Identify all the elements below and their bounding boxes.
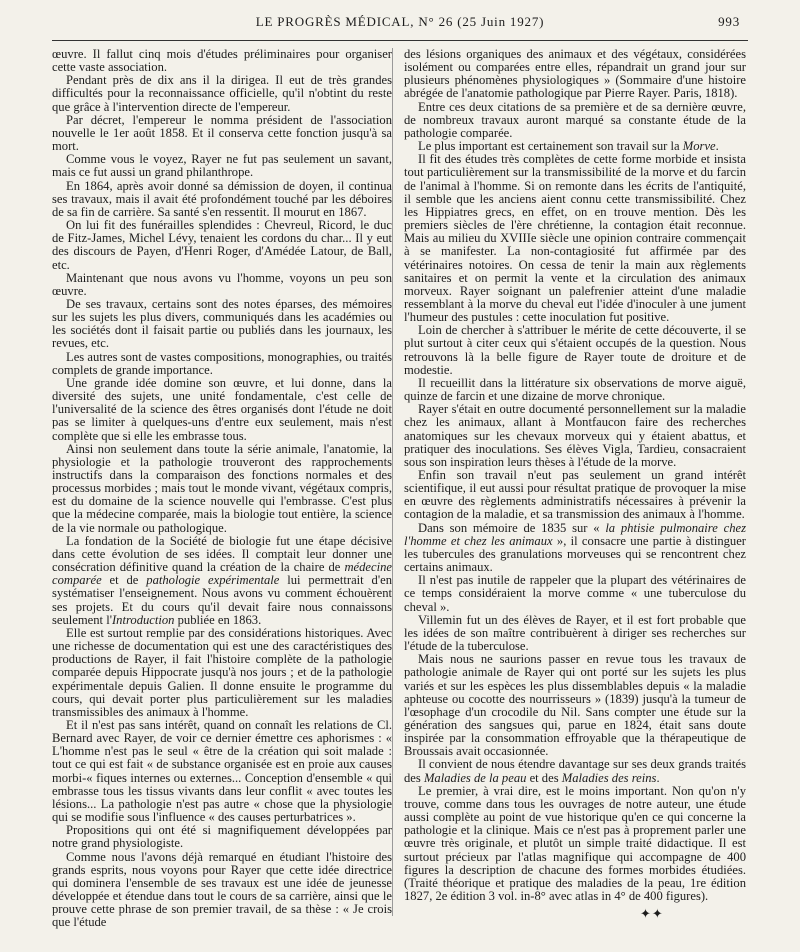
text-run: La fondation de la Société de biologie fut une étape décisive dans cette évolution de ses idées. Il comptait leur donner une consécration définitive quand la création de la chaire de: [52, 533, 392, 575]
text-run: lui permettrait d'en systématiser l'enseignement. Nous avons vu comment échouèrent ses projets. Et du cours qu'il devait faire nous connaissons seulement l': [52, 573, 392, 627]
paragraph: Maintenant que nous avons vu l'homme, voyons un peu son œuvre.: [52, 270, 392, 298]
paragraph: Par décret, l'empereur le nomma président de l'association nouvelle le 1er août 1858. Et il conserva cette fonction jusqu'à sa mort.: [52, 112, 392, 154]
paragraph: Une grande idée domine son œuvre, et lui donne, dans la diversité des sujets, une unité fondamentale, c'est celle de l'universalité de la science des êtres organisés dont l'étude ne doit pas se limiter à quelques-uns d'entre eux seulement, mais n'est complète que si elle les embrasse tous.: [52, 375, 392, 443]
text-run: Le plus important est certainement son travail sur la: [418, 139, 683, 154]
text-run: et des: [526, 770, 562, 785]
journal-title: LE PROGRÈS MÉDICAL, N° 26 (25 Juin 1927): [255, 14, 545, 29]
paragraph: des lésions organiques des animaux et des végétaux, considérées isolément ou comparées entre elles, répandrait un grand jour sur plusieurs phénomènes physiologiques » (Sommaire d'une histoire abrégée de l'anatomie pathologique par Pierre Rayer. Paris, 1818).: [404, 47, 746, 101]
right-column: [404, 48, 746, 903]
paragraph: Loin de chercher à s'attribuer le mérite de cette découverte, il se plut surtout à citer ceux qui s'étaient occupés de la question. Nous retrouvons là la belle figure de Rayer toute de droiture et de modestie.: [404, 323, 746, 377]
paragraph: Il fit des études très complètes de cette forme morbide et insista tout particulièrement sur la transmissibilité de la morve et du farcin de l'animal à l'homme. Si on remonte dans les écrits de l'antiquité, il semble que les anciens aient connu cette transmissibilité. Chez les Hippiatres grecs, en effet, on en trouve mention. Dès les premiers siècles de l'ère chrétienne, la contagion était reconnue. Mais au milieu du XVIIIe siècle une opinion contraire commençait à se manifester. La non-contagiosité fut affirmée par des vétérinaires notoires. On cessa de tenir la main aux règlements sanitaires et on permit la vente et la circulation des animaux morveux. Rayer soignant un palefrenier atteint d'une maladie ressemblant à la morve du cheval eut l'idée d'inoculer à une jument l'humeur des pustules : cette inoculation fut positive.: [404, 152, 746, 325]
paragraph: Comme nous l'avons déjà remarqué en étudiant l'histoire des grands esprits, nous voyons pour Rayer que cette idée directrice qui dominera l'ensemble de ses travaux est une idée de jeunesse développée et étendue dans tout le cours de sa carrière, ainsi que le prouve cette phrase de son premier travail, de sa thèse : « Je crois que l'étude: [52, 849, 392, 930]
paragraph: Propositions qui ont été si magnifiquement développées par notre grand physiologiste.: [52, 823, 392, 851]
paragraph: Mais nous ne saurions passer en revue tous les travaux de pathologie animale de Rayer qui ont porté sur les sujets les plus variés et sur les espèces les plus dissemblables depuis « la maladie aphteuse ou cocotte des nourrisseurs » (1839) jusqu'à la tumeur de l'œsophage d'un crocodile du Nil. Sans compter une étude sur la génération des sangsues qui, parue en 1824, était sans doute inspirée par la consommation effroyable que la thérapeutique de Broussais avait occasionnée.: [404, 652, 746, 759]
paragraph: Le premier, à vrai dire, est le moins important. Non qu'on n'y trouve, comme dans tous les ouvrages de notre auteur, une étude aussi complète au point de vue historique qu'en ce qui concerne la pathologie et la clinique. Mais ce n'est pas à proprement parler une œuvre très originale, et plutôt un simple traité didactique. Il est surtout précieux par l'atlas magnifique qui accompagne de 400 figures la description de chacune des formes morbides étudiées. (Traité théorique et pratique des maladies de la peau, 1re édition 1827, 2e édition 3 vol. in-8° avec atlas in 4° de 400 figures).: [404, 783, 746, 903]
text-run: et de: [101, 573, 147, 588]
paragraph: Entre ces deux citations de sa première et de sa dernière œuvre, de nombreux travaux auront marqué sa constante étude de la pathologie comparée.: [404, 99, 746, 140]
paragraph: On lui fit des funérailles splendides : Chevreul, Ricord, le duc de Fitz-James, Michel Lévy, tenaient les cordons du char... Il y eut des discours de Payen, d'Henri Roger, d'Amédée Latour, de Ball, etc.: [52, 218, 392, 272]
italic-run: Morve: [682, 139, 716, 154]
paragraph: œuvre. Il fallut cinq mois d'études préliminaires pour organiser cette vaste association.: [52, 47, 392, 75]
italic-run: Maladies des reins: [561, 770, 657, 785]
paragraph: Et il n'est pas sans intérêt, quand on connaît les relations de Cl. Bernard avec Rayer, de voir ce dernier émettre ces aphorismes : « L'homme n'est pas le seul « être de la création qui soit malade : tout ce qui est fait « de substance organisée est en proie aux causes morbi-« fiques internes ou externes... Conception d'ensemble « qui embrasse tous les tissus vivants dans leur conflit « avec toutes les lésions... La pathologie n'est pas autre « chose que la physiologie qui se modifie sous l'influence « des causes perturbatrices ».: [52, 717, 392, 825]
text-run: Il convient de nous étendre davantage sur ses deux grands traités des: [404, 757, 746, 785]
paragraph: Pendant près de dix ans il la dirigea. Il eut de très grandes difficultés pour la reconnaissance officielle, qu'il n'obtint du reste que grâce à l'intervention directe de l'empereur.: [52, 73, 392, 114]
paragraph: Enfin son travail n'eut pas seulement un grand intérêt scientifique, il eut aussi pour résultat pratique de provoquer la mise en œuvre des règlements administratifs nécessaires à prévenir la contagion de la maladie, et sa transmission des animaux à l'homme.: [404, 468, 746, 522]
paragraph: [404, 758, 746, 784]
paragraph: Comme vous le voyez, Rayer ne fut pas seulement un savant, mais ce fut aussi un grand philanthrope.: [52, 152, 392, 180]
italic-run: médecine comparée: [52, 560, 392, 588]
paragraph: Il recueillit dans la littérature six observations de morve aiguë, quinze de farcin et une dizaine de morve chronique.: [404, 375, 746, 404]
italic-run: la phtisie pulmonaire chez l'homme et chez les animaux: [404, 520, 746, 548]
paragraph: [404, 522, 746, 575]
column-divider: [392, 48, 393, 916]
text-run: .: [656, 770, 660, 785]
running-header: [60, 8, 740, 38]
text-run: Dans son mémoire de 1835 sur «: [418, 520, 606, 535]
end-ornament: ✦✦: [640, 906, 664, 921]
paragraph: Villemin fut un des élèves de Rayer, et il est fort probable que les idées de son maître contribuèrent à diriger ses recherches sur l'étude de la tuberculose.: [404, 612, 746, 654]
left-column: [52, 48, 392, 929]
page-number: 993: [718, 14, 740, 29]
header-rule: [52, 40, 748, 41]
text-run: publiée en 1863.: [174, 612, 262, 627]
paragraph: Les autres sont de vastes compositions, monographies, ou traités complets de grande importance.: [52, 349, 392, 377]
paragraph: Il n'est pas inutile de rappeler que la plupart des vétérinaires de ce temps considéraient la morve comme « une tuberculose du cheval ».: [404, 573, 746, 614]
paragraph: [52, 535, 392, 627]
paragraph: En 1864, après avoir donné sa démission de doyen, il continua ses travaux, mais il avait été profondément touché par les déboires de sa fin de carrière. Sa santé s'en ressentit. Il mourut en 1867.: [52, 178, 392, 219]
italic-run: Maladies de la peau: [423, 770, 527, 785]
paragraph: De ses travaux, certains sont des notes éparses, des mémoires sur les sujets les plus divers, communiqués dans les académies ou les sociétés dont il faisait partie ou publiés dans les journaux, les revues, etc.: [52, 296, 392, 351]
paragraph: Elle est surtout remplie par des considérations historiques. Avec une richesse de documentation qui est une des caractéristiques des productions de Rayer, il fait l'histoire complète de la pathologie comparée depuis Hippocrate jusqu'à nos jours ; et de la pathologie expérimentale depuis Galien. Il donne ensuite le programme du cours, qui devait porter plus particulièrement sur les maladies transmissibles des animaux à l'homme.: [52, 625, 392, 719]
paragraph: Rayer s'était en outre documenté personnellement sur la maladie chez les animaux, allant à Montfaucon faire des recherches anatomiques sur les chevaux morveux qui y étaient abattus, et pratiquer des inoculations. Ses élèves Vigla, Tardieu, consacraient sous son inspiration leurs thèses à l'étude de la morve.: [404, 402, 746, 469]
italic-run: pathologie expérimentale: [146, 573, 280, 588]
italic-run: Introduction: [111, 612, 175, 627]
paragraph: Ainsi non seulement dans toute la série animale, l'anatomie, la physiologie et la pathologie trouveront des rapprochements instructifs dans la comparaison des fonctions normales et des processus morbides ; mais tout le monde vivant, végétaux compris, est du domaine de la science nouvelle qui l'embrasse. C'est plus que la médecine comparée, mais la biologie tout entière, la science de la vie normale ou pathologique.: [52, 441, 392, 535]
text-run: », il consacre une partie à distinguer les tubercules des granulations morveuses qui se rencontrent chez certains animaux.: [404, 533, 746, 575]
text-run: .: [715, 139, 719, 154]
